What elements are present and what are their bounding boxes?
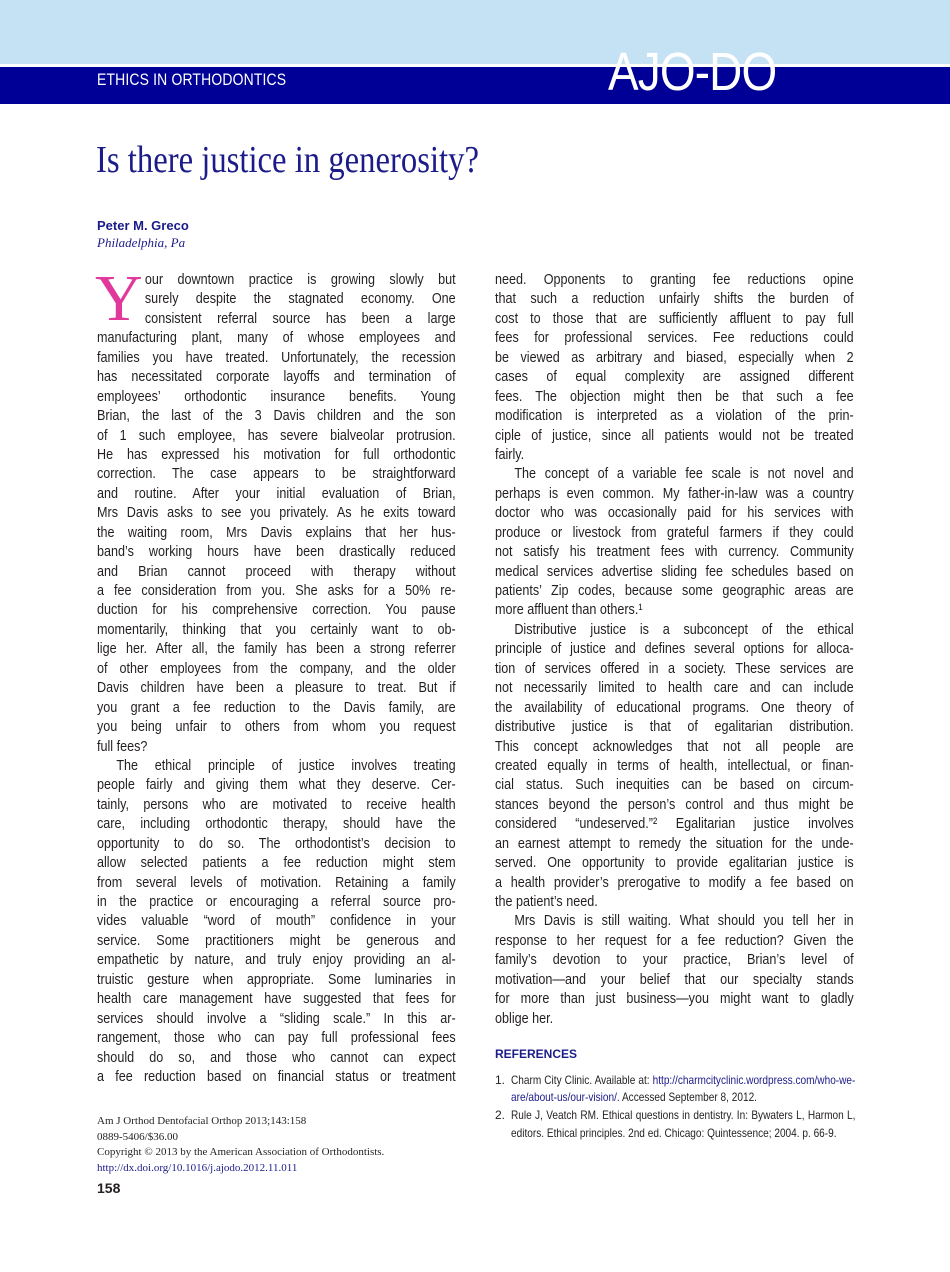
reference-number: 2. [495,1108,506,1123]
body-text-line: fairly. [495,445,525,463]
body-text-line: created equally in terms of health, intellectual, or finan- [495,756,854,774]
body-text-line: for more than just business—you might want to gladly [495,990,854,1008]
body-text-line: fees for professional services. Fee reductions could [495,329,854,347]
body-text-line: vides valuable “word of mouth” confidence in your [97,912,456,930]
copyright-notice: Copyright © 2013 by the American Association of Orthodontists. [97,1146,385,1158]
body-text-line: perhaps is even common. My father-in-law was a country [495,484,854,502]
body-text-line: lige her. After all, the family has been a strong referrer [97,640,456,658]
body-column-left [97,270,456,1086]
footer-metadata [97,1114,384,1176]
body-text-line: This concept acknowledges that not all people are [495,737,854,755]
body-text-line: doctor who was occasionally paid for his services with [495,504,854,522]
body-text-line: should do so, and those who cannot can expect [97,1048,456,1066]
body-column-right [495,270,854,1028]
body-text-line: full fees? [97,737,148,755]
body-text-line: modification is interpreted as a violation of the prin- [495,407,854,425]
body-text-line: cial status. Such inequities can be based on circum- [495,776,854,794]
body-text-line: tainly, persons who are motivated to receive health [97,795,456,813]
body-text-line: of 1 such employee, has severe bialveolar protrusion. [97,426,456,444]
reference-item [495,1072,854,1106]
body-text-line: cost to those that are sufficiently affluent to pay full [495,309,854,327]
body-text-line: more affluent than others.¹ [495,601,643,619]
body-text-line: you being unfair to others from whom you request [97,718,456,736]
body-text-line: a health provider’s prerogative to modify a fee based on [495,873,854,891]
body-text-line: Davis children have been a pleasure to treat. But if [97,679,456,697]
reference-link[interactable]: http://charmcityclinic.wordpress.com/who-we-are/about-us/our-vision/. [511,1073,856,1105]
body-text-line: from several levels of motivation. Retaining a family [97,873,456,891]
body-text-line: has necessitated corporate layoffs and termination of [97,368,456,386]
body-text-line: manufacturing plant, many of whose employees and [97,329,456,347]
author-name: Peter M. Greco [97,218,189,233]
section-label: ETHICS IN ORTHODONTICS [97,70,287,89]
body-text-line: our downtown practice is growing slowly but [144,271,456,288]
body-text-line: rangement, those who can pay full professional fees [97,1029,456,1047]
body-text-line: in the practice or encouraging a referral source pro- [97,893,456,910]
body-text-line: consistent referral source has been a large [144,309,456,327]
page-number: 158 [97,1180,121,1196]
body-text-line: need. Opponents to granting fee reductions opine [495,271,854,288]
reference-text: Rule J, Veatch RM. Ethical questions in dentistry. In: Bywaters L, Harmon L, editors. Ethical principles. 2nd ed. Chicago: Quintessence; 2004. p. 66-9. [511,1108,856,1140]
body-text-line: motivation—and your belief that our specialty stands [495,970,854,988]
body-text-line: and Brian cannot proceed with therapy without [97,562,456,580]
body-text-line: a fee consideration from you. She asks for a 50% re- [97,582,456,599]
body-text-line: services should involve a “sliding scale.” In this ar- [97,1009,456,1027]
body-text-line: The ethical principle of justice involves treating [116,756,456,774]
body-text-line: allow selected patients a fee reduction might stem [97,854,456,872]
body-text-line: Mrs Davis asks to see you privately. As he exits toward [97,504,456,522]
drop-cap: Y [95,262,143,335]
body-text-line: an earnest attempt to remedy the situation for the unde- [495,834,854,852]
reference-number: 1. [495,1073,506,1087]
doi-link[interactable]: http://dx.doi.org/10.1016/j.ajodo.2012.11.011 [97,1161,298,1174]
body-text-line: band’s working hours have been drastically reduced [97,543,456,561]
body-text-line: health care management have suggested that fees for [97,990,456,1008]
journal-logo: AJO-DO [608,42,777,102]
body-text-line: patients’ Zip codes, because some geographic areas are [495,582,854,599]
body-text-line: the availability of educational programs. One theory of [495,698,854,716]
body-text-line: stances beyond the person’s control and thus might be [495,795,854,813]
body-text-line: served. One opportunity to provide egalitarian justice is [495,854,854,872]
body-text-line: not necessarily limited to health care and can include [495,679,854,697]
body-text-line: people fairly and giving them what they deserve. Cer- [97,776,456,794]
body-text-line: Mrs Davis is still waiting. What should you tell her in [514,912,854,930]
body-text-line: ciple of justice, since all patients would not be treated [495,426,854,444]
reference-body: Charm City Clinic. Available at: [511,1073,653,1087]
body-text-line: a fee reduction based on financial status or treatment [97,1067,456,1085]
body-text-line: Distributive justice is a subconcept of the ethical [514,620,854,638]
reference-item [495,1107,854,1141]
body-text-line: the patient’s need. [495,893,598,910]
body-text-line: opportunity to do so. The orthodontist’s decision to [97,834,456,852]
body-text-line: response to her request for a fee reduction? Given the [495,931,854,949]
body-text-line: service. Some practitioners might be generous and [97,931,456,949]
body-text-line: produce or livestock from grateful farmers if they could [495,523,854,541]
body-text-line: fees. The objection might then be that such a fee [495,387,854,405]
body-text-line: that such a reduction unfairly shifts the burden of [495,290,854,308]
body-text-line: He has expressed his motivation for full orthodontic [97,445,456,463]
body-text-line: surely despite the stagnated economy. One [144,290,456,308]
body-text-line: Brian, the last of the 3 Davis children and the son [97,407,456,425]
body-text-line: duction for his comprehensive correction. You pause [97,601,456,619]
body-text-line: momentarily, thinking that you certainly want to ob- [97,620,456,638]
body-text-line: family’s devotion to your practice, Brian’s level of [495,951,854,969]
body-text-line: truistic gesture when appropriate. Some luminaries in [97,970,456,988]
body-text-line: medical services advertise sliding fee schedules based on [495,562,854,580]
body-text-line: empathetic by nature, and truly enjoy providing an al- [97,951,456,969]
body-text-line: employees’ orthodontic insurance benefits. Young [97,387,456,405]
body-text-line: you grant a fee reduction to the Davis family, are [97,698,456,716]
body-text-line: families you have treated. Unfortunately, the recession [97,348,456,366]
body-text-line: not satisfy his treatment fees with currency. Community [495,543,854,561]
reference-text [511,1072,855,1106]
journal-citation: Am J Orthod Dentofacial Orthop 2013;143:158 [97,1115,307,1127]
article-title: Is there justice in generosity? [96,139,479,181]
references-list [495,1072,854,1143]
references-heading: REFERENCES [495,1047,578,1061]
body-text-line: of other employees from the company, and the older [97,659,456,677]
author-affiliation: Philadelphia, Pa [97,235,186,250]
issn-price: 0889-5406/$36.00 [97,1130,178,1143]
body-text-line: cases of equal complexity are assigned different [495,368,854,386]
body-text-line: distributive justice is that of egalitarian distribution. [495,718,854,736]
header-light-band [0,0,950,64]
body-text-line: oblige her. [495,1009,554,1027]
body-text-line: The concept of a variable fee scale is not novel and [514,465,854,483]
body-text-line: tion of services offered in a society. These services are [495,659,854,677]
body-text-line: care, including orthodontic therapy, should have the [97,815,456,833]
body-text-line: principle of justice and defines several options for alloca- [495,640,854,658]
body-text-line: be viewed as arbitrary and biased, especially when 2 [495,348,854,366]
body-text-line: considered “undeserved.”² Egalitarian justice involves [495,815,854,833]
body-text-line: the waiting room, Mrs Davis explains that her hus- [97,523,456,541]
reference-accessed: Accessed September 8, 2012. [619,1090,757,1105]
body-text-line: and routine. After your initial evaluation of Brian, [97,484,456,502]
body-text-line: correction. The case appears to be straightforward [97,465,456,483]
